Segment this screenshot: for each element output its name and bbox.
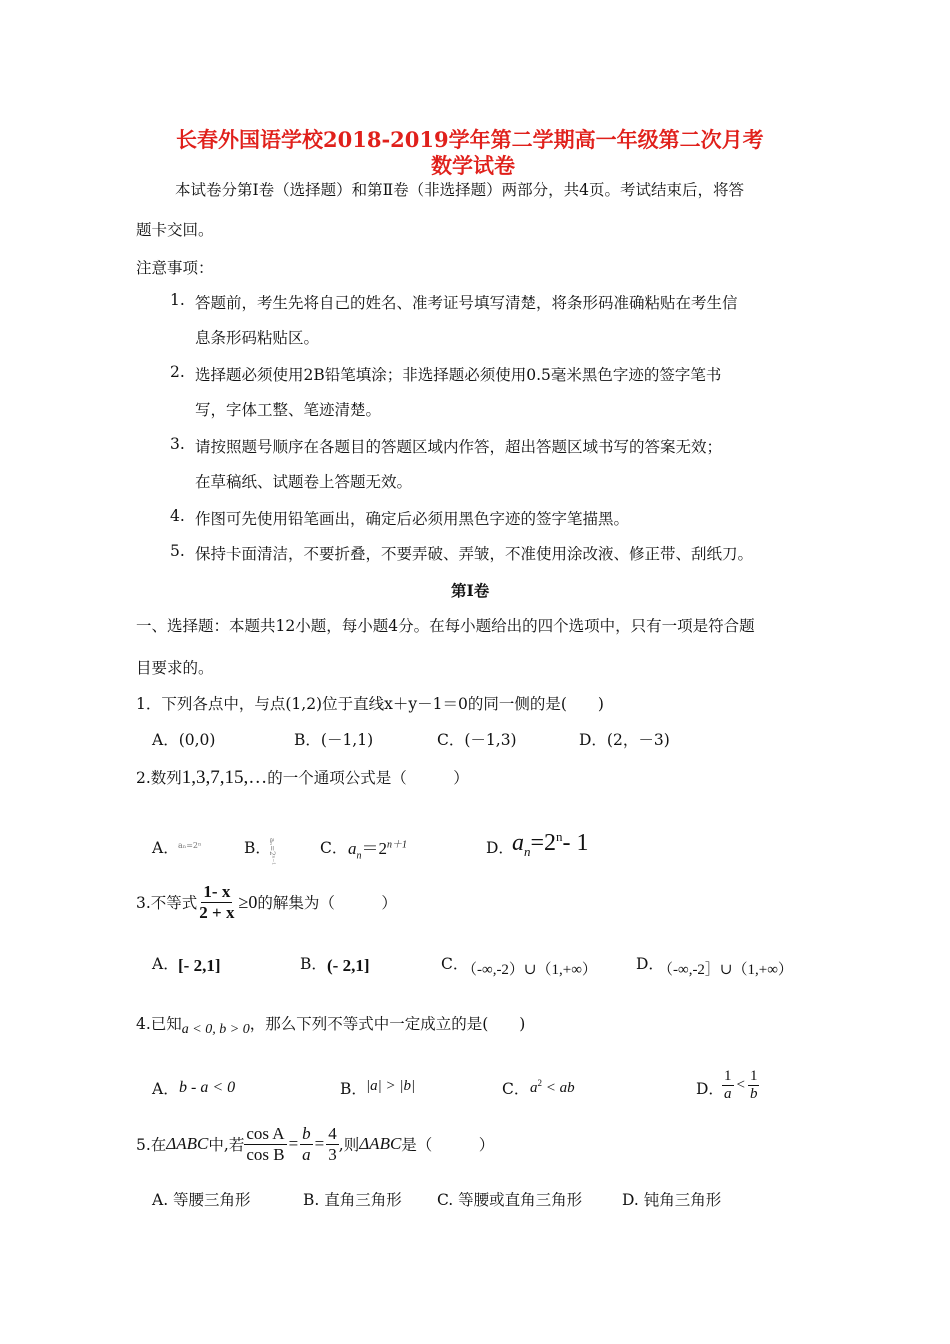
section-heading: 第Ⅰ卷 bbox=[451, 581, 490, 600]
q3-prefix: 3.不等式 bbox=[136, 894, 198, 913]
q2-prefix: 2.数列 bbox=[136, 769, 182, 787]
part-instructions: 目要求的。 bbox=[136, 659, 214, 677]
q1-option-d: D．(2，－3) bbox=[579, 731, 670, 749]
part-instructions: 一、选择题：本题共12小题，每小题4分。在每小题给出的四个选项中，只有一项是符合题 bbox=[136, 617, 755, 635]
q3-suffix: 的解集为（ ） bbox=[257, 894, 397, 913]
q4-condition: a < 0, b > 0 bbox=[181, 1022, 250, 1037]
q4-option-a-label: A． bbox=[152, 1080, 179, 1098]
note-text: 写，字体工整、笔迹清楚。 bbox=[195, 401, 382, 419]
q3-fraction: $\frac{1- x}{2 + x}$ bbox=[199, 882, 235, 922]
q1-option-c: C．(－1,3) bbox=[437, 731, 517, 749]
exam-title: 长春外国语学校2018-2019学年第二学期高一年级第二次月考 bbox=[176, 127, 764, 152]
question-1-stem: 1．下列各点中，与点(1,2)位于直线x＋y－1＝0的同一侧的是( ) bbox=[136, 695, 604, 713]
note-number: 3. bbox=[170, 435, 185, 453]
q4-option-d: $\frac{1}{a}$ < $\frac{1}{b}$ bbox=[724, 1068, 758, 1103]
q3-option-d: （-∞,-2］∪（1,+∞） bbox=[658, 962, 793, 978]
q2-option-d-label: D． bbox=[486, 839, 514, 857]
note-text: 选择题必须使用2B铅笔填涂；非选择题必须使用0.5毫米黑色字迹的签字笔书 bbox=[195, 366, 722, 384]
q4-option-b: |a| > |b| bbox=[366, 1078, 416, 1094]
q2-sequence: 1,3,7,15,… bbox=[181, 767, 268, 788]
q2-option-c-label: C． bbox=[320, 839, 348, 857]
q5-option-c: C. 等腰或直角三角形 bbox=[437, 1191, 583, 1209]
q4-suffix: ，那么下列不等式中一定成立的是( ) bbox=[249, 1015, 526, 1033]
q5-option-d: D. 钝角三角形 bbox=[622, 1191, 722, 1209]
q3-relation: ≥0 bbox=[238, 891, 258, 912]
intro-line: 本试卷分第Ⅰ卷（选择题）和第Ⅱ卷（非选择题）两部分，共4页。考试结束后，将答 bbox=[175, 181, 745, 199]
q5-option-a: A. 等腰三角形 bbox=[152, 1191, 251, 1209]
note-text: 作图可先使用铅笔画出，确定后必须用黑色字迹的签字笔描黑。 bbox=[195, 510, 630, 528]
q2-suffix: 的一个通项公式是（ ） bbox=[267, 769, 469, 787]
q5-fraction-ba: $\frac{b}{a}$ bbox=[302, 1124, 311, 1164]
q3-option-d-label: D． bbox=[636, 955, 664, 973]
note-number: 1. bbox=[170, 291, 185, 309]
q2-option-c-formula: $a_n=2^{n+1}$ bbox=[348, 839, 407, 862]
q3-option-c: （-∞,-2）∪（1,+∞） bbox=[462, 962, 597, 978]
q5-fraction-cos: $\frac{\text{cos A}}{\text{cos B}}$ bbox=[246, 1124, 285, 1164]
q4-option-b-label: B． bbox=[340, 1080, 367, 1098]
q3-option-c-label: C． bbox=[441, 955, 469, 973]
note-text: 请按照题号顺序在各题目的答题区域内作答，超出答题区域书写的答案无效； bbox=[195, 438, 723, 456]
q5-fraction-43: $\frac{4}{3}$ bbox=[328, 1124, 337, 1164]
q2-option-b-formula: aₙ=2ⁿ⁻¹ bbox=[268, 838, 276, 866]
q4-option-a: b - a < 0 bbox=[179, 1079, 236, 1096]
note-text: 在草稿纸、试题卷上答题无效。 bbox=[195, 473, 413, 491]
q3-option-b-label: B． bbox=[300, 955, 327, 973]
q2-option-d-formula: $a_n=2^n-$ 1 bbox=[512, 829, 589, 859]
note-text: 保持卡面清洁，不要折叠，不要弄破、弄皱，不准使用涂改液、修正带、刮纸刀。 bbox=[195, 545, 754, 563]
question-5-stem: 5.在 ΔABC 中,若 $\frac{\text{cos A}}{\text{cos B}}$ = $\frac{b}{a}$ = $\frac{4}{3}$ ,则 ΔABC 是（ ） bbox=[136, 1124, 495, 1164]
q1-option-a: A．(0,0) bbox=[152, 731, 216, 749]
q3-option-a: [- 2,1] bbox=[178, 956, 221, 975]
q3-option-b: (- 2,1] bbox=[327, 956, 370, 975]
q4-option-c: $a^2$ < ab bbox=[530, 1078, 575, 1096]
q2-option-a-formula: aₙ=2ⁿ bbox=[178, 841, 202, 850]
exam-subtitle: 数学试卷 bbox=[431, 153, 515, 178]
note-text: 息条形码粘贴区。 bbox=[195, 329, 320, 347]
question-4-stem bbox=[136, 1012, 525, 1038]
q4-prefix: 4.已知 bbox=[136, 1015, 182, 1033]
question-3-stem bbox=[136, 882, 397, 922]
q5-option-b: B. 直角三角形 bbox=[303, 1191, 402, 1209]
note-number: 4. bbox=[170, 507, 185, 525]
notes-heading: 注意事项： bbox=[136, 259, 214, 277]
note-number: 5. bbox=[170, 542, 185, 560]
note-number: 2. bbox=[170, 363, 185, 381]
intro-line: 题卡交回。 bbox=[136, 221, 214, 239]
q2-option-a-label: A． bbox=[152, 839, 179, 857]
q1-option-b: B．(－1,1) bbox=[294, 731, 374, 749]
q2-option-b-label: B． bbox=[244, 839, 271, 857]
note-text: 答题前，考生先将自己的姓名、准考证号填写清楚，将条形码准确粘贴在考生信 bbox=[195, 294, 738, 312]
question-2-stem bbox=[136, 766, 469, 789]
q4-option-c-label: C． bbox=[502, 1080, 530, 1098]
q3-option-a-label: A． bbox=[152, 955, 179, 973]
q4-option-d-label: D． bbox=[696, 1080, 724, 1098]
